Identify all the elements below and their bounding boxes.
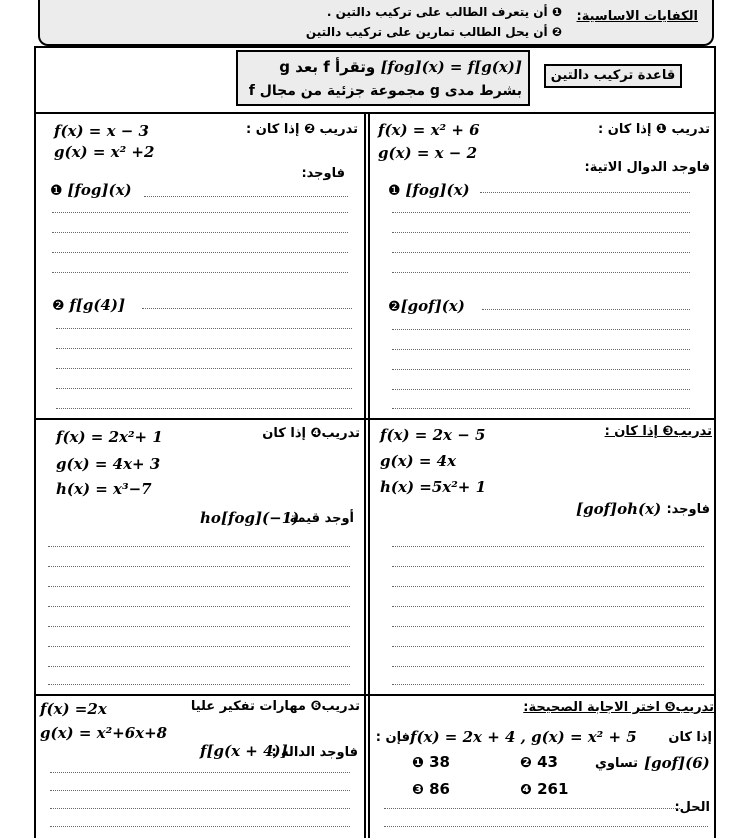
answer-line <box>48 666 350 667</box>
answer-line <box>392 252 690 253</box>
ex1-g: g(x) = x − 2 <box>378 144 478 162</box>
answer-line <box>480 192 690 193</box>
answer-line <box>482 309 690 310</box>
ex5-option-3[interactable]: ❸ 86 <box>412 780 450 798</box>
answer-line <box>144 196 348 197</box>
answer-line <box>392 626 704 627</box>
ex5-cond-prefix: إذا كان <box>668 730 712 745</box>
ex5-cond-suffix: فإن : <box>375 730 410 745</box>
ex4-f: f(x) = 2x²+ 1 <box>56 428 163 446</box>
answer-line <box>392 232 690 233</box>
ex1-q2: ❷[gof](x) <box>388 297 465 315</box>
ex5-option-4[interactable]: ❹ 261 <box>520 780 569 798</box>
competency-item-2: ❷ أن يحل الطالب تمارين على تركيب دالتين <box>305 25 562 39</box>
rule-box <box>236 50 530 106</box>
ex5-title: تدريب❺ اختر الاجابة الصحيحة: <box>523 700 714 715</box>
ex2-title: تدريب ❷ إذا كان : <box>246 122 358 137</box>
answer-line <box>142 308 352 309</box>
ex6-title: تدريب❻ مهارات تفكير عليا <box>190 699 360 714</box>
answer-line <box>56 368 352 369</box>
answer-line <box>56 328 352 329</box>
ex1-f: f(x) = x² + 6 <box>378 121 480 139</box>
answer-line <box>392 349 690 350</box>
ex5-question-math: [gof](6) <box>644 754 710 772</box>
ex1-q1: ❶ [fog](x) <box>388 181 470 199</box>
ex4-title: تدريب❹ إذا كان <box>262 426 360 441</box>
rule-line-2: بشرط مدى g مجموعة جزئية من مجال f <box>248 83 522 99</box>
ex6-f: f(x) =2x <box>40 700 107 718</box>
ex3-g: g(x) = 4x <box>380 452 457 470</box>
grid-line <box>364 112 366 838</box>
rule-reading: وتقرأ f بعد g <box>279 58 376 76</box>
answer-line <box>392 369 690 370</box>
competencies-title: الكفايات الاساسية: <box>576 9 698 24</box>
answer-line <box>392 684 704 685</box>
answer-line <box>48 586 350 587</box>
grid-line <box>368 112 370 838</box>
answer-line <box>392 666 704 667</box>
ex5-question-text: تساوي <box>595 756 638 771</box>
answer-line <box>48 606 350 607</box>
rule-label: قاعدة تركيب دالتين <box>544 64 682 88</box>
answer-line <box>52 272 348 273</box>
answer-line <box>392 606 704 607</box>
answer-line <box>48 626 350 627</box>
ex2-prompt: فاوجد: <box>301 166 345 181</box>
ex3-f: f(x) = 2x − 5 <box>380 426 486 444</box>
ex1-prompt: فاوجد الدوال الاتية: <box>584 160 710 175</box>
answer-line <box>48 566 350 567</box>
ex6-g: g(x) = x²+6x+8 <box>40 724 168 742</box>
ex5-cond-math: f(x) = 2x + 4 , g(x) = x² + 5 <box>410 728 637 746</box>
ex5-option-1[interactable]: ❶ 38 <box>412 753 450 771</box>
answer-line <box>392 646 704 647</box>
answer-line <box>48 546 350 547</box>
answer-line <box>384 808 680 809</box>
ex4-prompt: أوجد قيمة: <box>284 511 354 526</box>
ex6-prompt: فاوجد الدالة : <box>271 745 358 760</box>
ex4-g: g(x) = 4x+ 3 <box>56 455 161 473</box>
answer-line <box>392 389 690 390</box>
answer-line <box>392 546 704 547</box>
grid-line <box>34 418 716 420</box>
ex4-expr: ho[fog](−1) <box>200 509 300 527</box>
ex3-expr: [gof]oh(x) <box>576 500 662 518</box>
rule-formula: [fog](x) = f[g(x)] <box>380 58 522 76</box>
answer-line <box>48 646 350 647</box>
answer-line <box>56 348 352 349</box>
answer-line <box>56 388 352 389</box>
answer-line <box>392 272 690 273</box>
answer-line <box>384 826 708 827</box>
answer-line <box>392 566 704 567</box>
ex5-option-2[interactable]: ❷ 43 <box>520 753 558 771</box>
answer-line <box>392 586 704 587</box>
answer-line <box>52 232 348 233</box>
competencies-box <box>38 0 714 46</box>
answer-line <box>50 808 350 809</box>
ex2-g: g(x) = x² +2 <box>54 143 155 161</box>
answer-line <box>52 252 348 253</box>
grid-line <box>34 112 716 114</box>
ex3-h: h(x) =5x²+ 1 <box>380 478 487 496</box>
ex3-prompt: فاوجد: <box>666 502 710 517</box>
ex3-title: تدريب❸ إذا كان : <box>604 424 712 439</box>
answer-line <box>392 329 690 330</box>
answer-line <box>392 408 690 409</box>
answer-line <box>56 408 352 409</box>
competency-item-1: ❶ أن يتعرف الطالب على تركيب دالتين . <box>326 5 562 19</box>
ex2-q2: ❷ f[g(4)] <box>52 296 126 314</box>
answer-line <box>392 212 690 213</box>
ex5-solution-label: الحل: <box>674 800 710 815</box>
grid-line <box>34 694 716 696</box>
ex2-q1: ❶ [fog](x) <box>50 181 132 199</box>
answer-line <box>50 826 350 827</box>
ex1-title: تدريب ❶ إذا كان : <box>598 122 710 137</box>
ex6-expr: f[g(x + 4)] <box>200 742 288 760</box>
rule-line-1 <box>279 58 522 76</box>
answer-line <box>52 212 348 213</box>
answer-line <box>50 790 350 791</box>
ex2-f: f(x) = x − 3 <box>54 122 149 140</box>
answer-line <box>50 772 350 773</box>
ex4-h: h(x) = x³−7 <box>56 480 152 498</box>
answer-line <box>48 684 350 685</box>
